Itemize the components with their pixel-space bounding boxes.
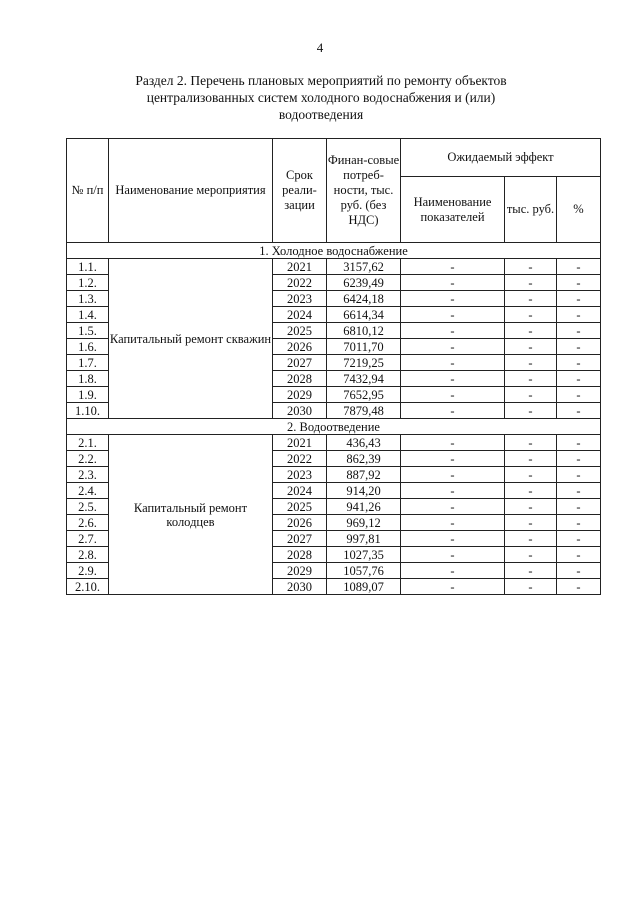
row-year: 2021	[273, 259, 327, 275]
title-line-3: водоотведения	[278, 107, 364, 122]
row-amount: 7219,25	[327, 355, 401, 371]
row-percent: -	[557, 531, 601, 547]
page-number: 4	[316, 40, 324, 55]
row-year: 2028	[273, 371, 327, 387]
row-percent: -	[557, 579, 601, 595]
header-name: Наименование мероприятия	[109, 139, 273, 243]
row-percent: -	[557, 435, 601, 451]
row-amount: 1027,35	[327, 547, 401, 563]
row-year: 2027	[273, 355, 327, 371]
row-percent: -	[557, 355, 601, 371]
row-indicator: -	[401, 387, 505, 403]
row-indicator: -	[401, 435, 505, 451]
row-indicator: -	[401, 531, 505, 547]
row-thousand: -	[505, 451, 557, 467]
row-indicator: -	[401, 323, 505, 339]
section-row	[67, 419, 601, 435]
row-indicator: -	[401, 259, 505, 275]
row-year: 2025	[273, 499, 327, 515]
row-year: 2029	[273, 387, 327, 403]
row-percent: -	[557, 259, 601, 275]
row-amount: 6810,12	[327, 323, 401, 339]
row-percent: -	[557, 515, 601, 531]
table-body	[67, 243, 601, 595]
table-row	[67, 435, 601, 451]
row-year: 2026	[273, 339, 327, 355]
row-percent: -	[557, 387, 601, 403]
row-indicator: -	[401, 339, 505, 355]
row-number: 2.9.	[67, 563, 109, 579]
row-percent: -	[557, 563, 601, 579]
table-row	[67, 259, 601, 275]
row-percent: -	[557, 467, 601, 483]
row-percent: -	[557, 291, 601, 307]
row-year: 2023	[273, 467, 327, 483]
row-percent: -	[557, 547, 601, 563]
row-thousand: -	[505, 547, 557, 563]
row-number: 2.2.	[67, 451, 109, 467]
row-number: 1.3.	[67, 291, 109, 307]
row-year: 2023	[273, 291, 327, 307]
row-indicator: -	[401, 451, 505, 467]
row-percent: -	[557, 483, 601, 499]
row-number: 1.6.	[67, 339, 109, 355]
row-thousand: -	[505, 515, 557, 531]
row-year: 2028	[273, 547, 327, 563]
row-indicator: -	[401, 483, 505, 499]
row-number: 1.8.	[67, 371, 109, 387]
row-year: 2027	[273, 531, 327, 547]
row-amount: 914,20	[327, 483, 401, 499]
title-line-1: Раздел 2. Перечень плановых мероприятий по ремонту объектов	[135, 73, 507, 88]
row-year: 2030	[273, 579, 327, 595]
row-thousand: -	[505, 275, 557, 291]
header-indicator: Наименование показателей	[401, 177, 505, 243]
row-indicator: -	[401, 499, 505, 515]
row-year: 2030	[273, 403, 327, 419]
row-thousand: -	[505, 259, 557, 275]
row-number: 2.3.	[67, 467, 109, 483]
row-amount: 969,12	[327, 515, 401, 531]
row-indicator: -	[401, 275, 505, 291]
row-amount: 7879,48	[327, 403, 401, 419]
row-amount: 3157,62	[327, 259, 401, 275]
row-indicator: -	[401, 579, 505, 595]
row-amount: 7432,94	[327, 371, 401, 387]
header-thousand: тыс. руб.	[505, 177, 557, 243]
row-number: 2.1.	[67, 435, 109, 451]
row-thousand: -	[505, 403, 557, 419]
row-amount: 6424,18	[327, 291, 401, 307]
row-number: 2.4.	[67, 483, 109, 499]
row-number: 2.7.	[67, 531, 109, 547]
row-number: 1.10.	[67, 403, 109, 419]
row-thousand: -	[505, 323, 557, 339]
row-amount: 6614,34	[327, 307, 401, 323]
title-line-2: централизованных систем холодного водоснабжения и (или)	[146, 90, 496, 105]
row-percent: -	[557, 339, 601, 355]
row-year: 2024	[273, 483, 327, 499]
section-heading: 1. Холодное водоснабжение	[67, 243, 601, 259]
row-indicator: -	[401, 515, 505, 531]
row-thousand: -	[505, 291, 557, 307]
activity-name: Капитальный ремонт колодцев	[109, 435, 273, 595]
row-year: 2022	[273, 451, 327, 467]
row-number: 2.10.	[67, 579, 109, 595]
row-percent: -	[557, 307, 601, 323]
row-thousand: -	[505, 499, 557, 515]
row-indicator: -	[401, 547, 505, 563]
row-year: 2021	[273, 435, 327, 451]
header-finance: Финан-совые потреб-ности, тыс. руб. (без НДС)	[327, 139, 401, 243]
row-year: 2029	[273, 563, 327, 579]
row-thousand: -	[505, 307, 557, 323]
row-percent: -	[557, 499, 601, 515]
activity-name: Капитальный ремонт скважин	[109, 259, 273, 419]
section-row	[67, 243, 601, 259]
row-year: 2022	[273, 275, 327, 291]
row-indicator: -	[401, 403, 505, 419]
row-amount: 997,81	[327, 531, 401, 547]
row-thousand: -	[505, 371, 557, 387]
row-number: 2.6.	[67, 515, 109, 531]
row-thousand: -	[505, 483, 557, 499]
row-amount: 862,39	[327, 451, 401, 467]
row-amount: 887,92	[327, 467, 401, 483]
row-year: 2026	[273, 515, 327, 531]
row-indicator: -	[401, 355, 505, 371]
header-effect: Ожидаемый эффект	[401, 139, 601, 177]
row-amount: 941,26	[327, 499, 401, 515]
row-indicator: -	[401, 563, 505, 579]
row-amount: 6239,49	[327, 275, 401, 291]
row-number: 1.1.	[67, 259, 109, 275]
row-amount: 436,43	[327, 435, 401, 451]
row-indicator: -	[401, 291, 505, 307]
row-number: 1.7.	[67, 355, 109, 371]
row-number: 1.5.	[67, 323, 109, 339]
row-thousand: -	[505, 531, 557, 547]
row-year: 2025	[273, 323, 327, 339]
row-indicator: -	[401, 371, 505, 387]
row-year: 2024	[273, 307, 327, 323]
row-amount: 7011,70	[327, 339, 401, 355]
section-title	[96, 72, 546, 123]
row-thousand: -	[505, 339, 557, 355]
row-amount: 7652,95	[327, 387, 401, 403]
header-num: № п/п	[67, 139, 109, 243]
row-thousand: -	[505, 579, 557, 595]
row-percent: -	[557, 275, 601, 291]
row-indicator: -	[401, 467, 505, 483]
row-percent: -	[557, 371, 601, 387]
activities-table	[66, 138, 601, 595]
row-amount: 1089,07	[327, 579, 401, 595]
row-percent: -	[557, 403, 601, 419]
section-heading: 2. Водоотведение	[67, 419, 601, 435]
row-number: 1.2.	[67, 275, 109, 291]
row-thousand: -	[505, 387, 557, 403]
row-thousand: -	[505, 467, 557, 483]
row-indicator: -	[401, 307, 505, 323]
header-term: Срок реали-зации	[273, 139, 327, 243]
row-thousand: -	[505, 563, 557, 579]
header-percent: %	[557, 177, 601, 243]
row-number: 2.8.	[67, 547, 109, 563]
row-number: 1.9.	[67, 387, 109, 403]
row-percent: -	[557, 451, 601, 467]
row-percent: -	[557, 323, 601, 339]
row-amount: 1057,76	[327, 563, 401, 579]
row-number: 2.5.	[67, 499, 109, 515]
row-number: 1.4.	[67, 307, 109, 323]
row-thousand: -	[505, 355, 557, 371]
row-thousand: -	[505, 435, 557, 451]
